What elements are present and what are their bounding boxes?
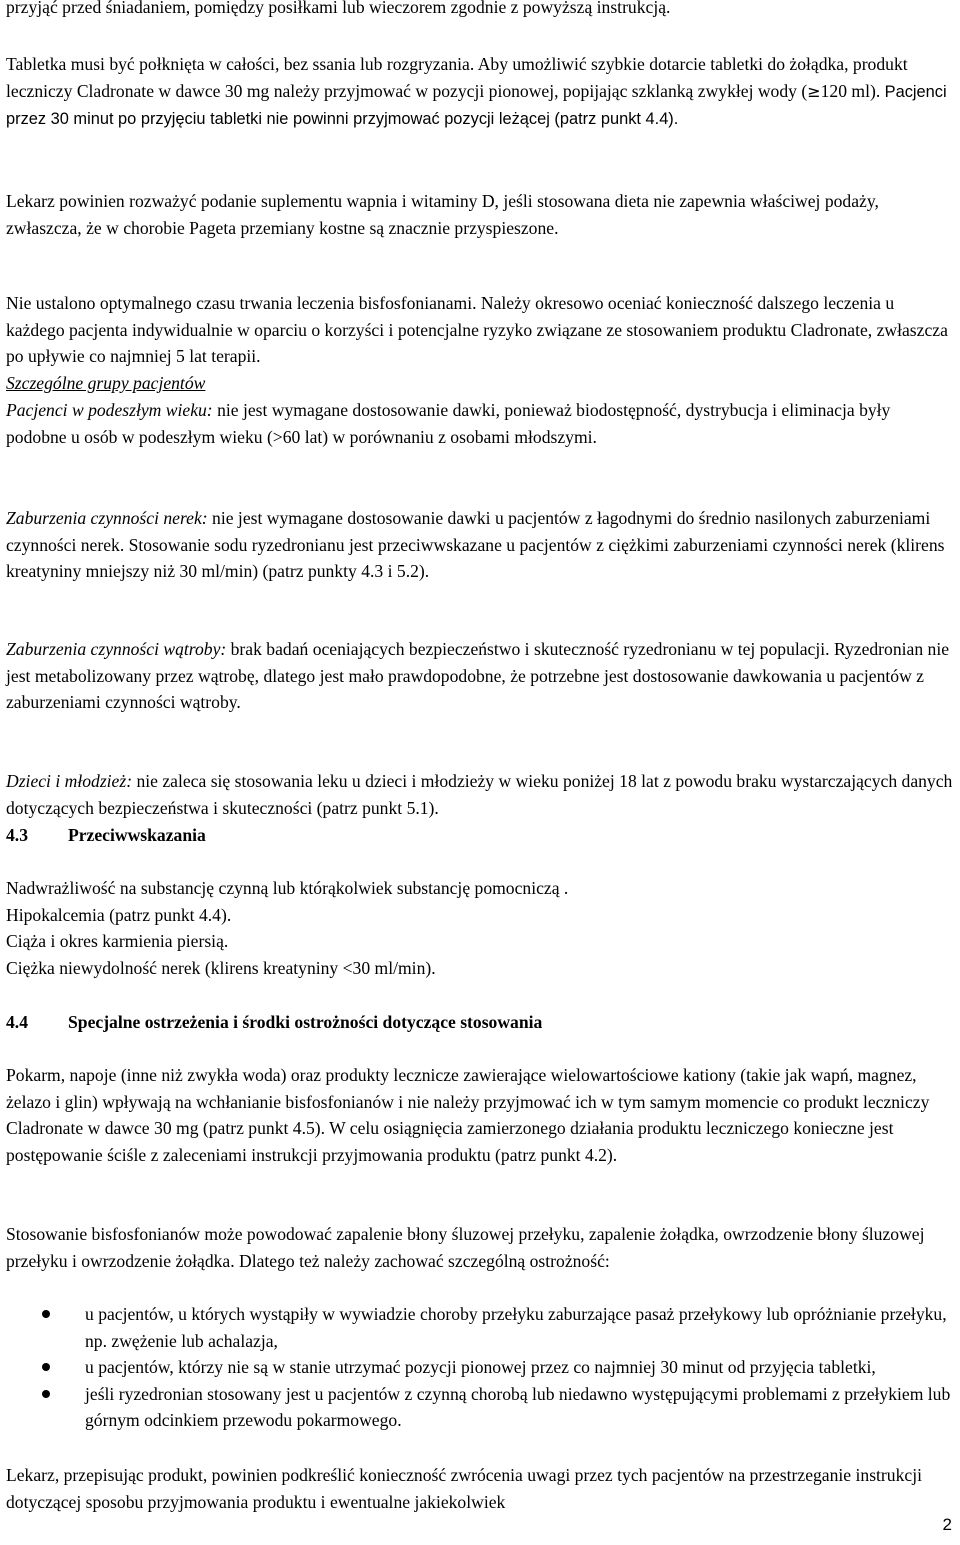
text-elderly: nie jest wymagane dostosowanie dawki, ponieważ biodostępność, dystrybucja i eliminacja były podobne u osób w podeszłym wieku (>60 lat) w porównaniu z osobami młodszymi.: [6, 400, 891, 447]
heading-section-4-4: [6, 1009, 954, 1036]
paragraph-hepatic-impairment: [6, 636, 954, 716]
section-4-3-title: Przeciwwskazania: [68, 825, 206, 845]
text-renal: nie jest wymagane dostosowanie dawki u pacjentów z łagodnymi do średnio nasilonych zaburzeniami czynności nerek. Stosowanie sodu ryzedronianu jest przeciwwskazane u pacjentów z ciężkimi zaburzeniami czynności nerek (klirens kreatyniny mniejszy niż 30 ml/min) (patrz punkty 4.3 i 5.2).: [6, 508, 945, 582]
text-children: nie zaleca się stosowania leku u dzieci i młodzieży w wieku poniżej 18 lat z powodu braku wystarczających danych dotyczących bezpieczeństwa i skuteczności (patrz punkt 5.1).: [6, 771, 953, 818]
heading-section-4-3: [6, 822, 954, 849]
list-item-text: u pacjentów, którzy nie są w stanie utrzymać pozycji pionowej przez co najmniej 30 minut od przyjęcia tabletki,: [85, 1357, 876, 1378]
section-4-4-number: 4.4: [6, 1012, 28, 1032]
paragraph-doctor-instruction: Lekarz, przepisując produkt, powinien podkreślić konieczność zwrócenia uwagi przez tych pacjentów na przestrzeganie instrukcji dotyczącej sposobu przyjmowania produktu i ewentualne jakiekolwiek: [6, 1465, 922, 1512]
text-supine-warning: Pacjenci przez 30 minut po przyjęciu tabletki nie powinni przyjmować pozycji leżącej (patrz punkt 4.4).: [6, 82, 947, 129]
text-water-volume: 120 ml).: [820, 80, 881, 101]
section-4-3-number: 4.3: [6, 825, 28, 845]
bullet-icon: [42, 1310, 50, 1318]
contraindication-item: Ciężka niewydolność nerek (klirens kreatyniny <30 ml/min).: [6, 957, 436, 978]
paragraph-calcium-vitamin-d: Lekarz powinien rozważyć podanie suplementu wapnia i witaminy D, jeśli stosowana dieta nie zapewnia właściwej podaży, zwłaszcza, że w chorobie Pageta przemiany kostne są znacznie przyspieszone.: [6, 191, 879, 238]
list-item: [6, 1354, 954, 1381]
bullet-icon: [42, 1390, 50, 1398]
label-children: Dzieci i młodzież:: [6, 771, 133, 791]
paragraph-children: [6, 768, 954, 821]
paragraph-food-interaction: Pokarm, napoje (inne niż zwykła woda) oraz produkty lecznicze zawierające wielowartościowe kationy (takie jak wapń, magnez, żelazo i glin) wpływają na wchłanianie bisfosfonianów i nie należy przyjmować ich w tym samym momencie co produkt leczniczy Cladronate w dawce 30 mg (patrz punkt 4.5). W celu osiągnięcia zamierzonego działania produktu leczniczego konieczne jest postępowanie ściśle z zaleceniami instrukcji przyjmowania produktu (patrz punkt 4.2).: [6, 1065, 930, 1165]
list-item-text: u pacjentów, u których wystąpiły w wywiadzie choroby przełyku zaburzające pasaż przełykowy lub opróżnianie przełyku, np. zwężenie lub achalazja,: [85, 1304, 947, 1351]
text-tablet-swallow: Tabletka musi być połknięta w całości, bez ssania lub rozgryzania. Aby umożliwić szybkie dotarcie tabletki do żołądka, produkt leczniczy Cladronate w dawce 30 mg należy przyjmować w pozycji pionowej, popijając szklanką zwykłej wody (: [6, 54, 908, 101]
paragraph-treatment-duration: Nie ustalono optymalnego czasu trwania leczenia bisfosfonianami. Należy okresowo oceniać konieczność dalszego leczenia u każdego pacjenta indywidualnie w oparciu o korzyści i potencjalne ryzyko związane ze stosowaniem produktu Cladronate, zwłaszcza po upływie co najmniej 5 lat terapii.: [6, 293, 948, 367]
label-hepatic: Zaburzenia czynności wątroby:: [6, 639, 227, 659]
greater-equal-symbol: ≥: [807, 81, 821, 101]
paragraph-renal-impairment: [6, 505, 954, 585]
caution-bullet-list: [6, 1301, 954, 1434]
paragraph-elderly: [6, 397, 954, 450]
heading-special-populations: Szczególne grupy pacjentów: [6, 373, 206, 393]
contraindications-list: [6, 875, 954, 981]
list-item-text: jeśli ryzedronian stosowany jest u pacjentów z czynną chorobą lub niedawno występującymi problemami z przełykiem lub górnym odcinkiem przewodu pokarmowego.: [85, 1383, 951, 1431]
paragraph-tablet-swallow: [6, 51, 954, 133]
paragraph-intake-instruction: przyjąć przed śniadaniem, pomiędzy posiłkami lub wieczorem zgodnie z powyższą instrukcją.: [6, 0, 671, 17]
contraindication-item: Nadwrażliwość na substancję czynną lub którąkolwiek substancję pomocniczą .: [6, 878, 569, 898]
paragraph-esophagus-warning: Stosowanie bisfosfonianów może powodować zapalenie błony śluzowej przełyku, zapalenie żołądka, owrzodzenie błony śluzowej przełyku i owrzodzenie żołądka. Dlatego też należy zachować szczególną ostrożność:: [6, 1224, 925, 1271]
section-4-4-title: Specjalne ostrzeżenia i środki ostrożności dotyczące stosowania: [68, 1012, 543, 1032]
page-number: 2: [942, 1515, 952, 1534]
label-renal: Zaburzenia czynności nerek:: [6, 508, 208, 528]
list-item: [6, 1381, 954, 1434]
text-hepatic: brak badań oceniających bezpieczeństwo i skuteczność ryzedronianu w tej populacji. Ryzedronian nie jest metabolizowany przez wątrobę, dlatego jest mało prawdopodobne, że potrzebne jest dostosowanie dawkowania u pacjentów z zaburzeniami czynności wątroby.: [6, 639, 950, 713]
contraindication-item: Ciąża i okres karmienia piersią.: [6, 931, 229, 952]
contraindication-item: Hipokalcemia (patrz punkt 4.4).: [6, 904, 232, 925]
label-elderly: Pacjenci w podeszłym wieku:: [6, 400, 213, 420]
bullet-icon: [42, 1363, 50, 1371]
list-item: [6, 1301, 954, 1354]
